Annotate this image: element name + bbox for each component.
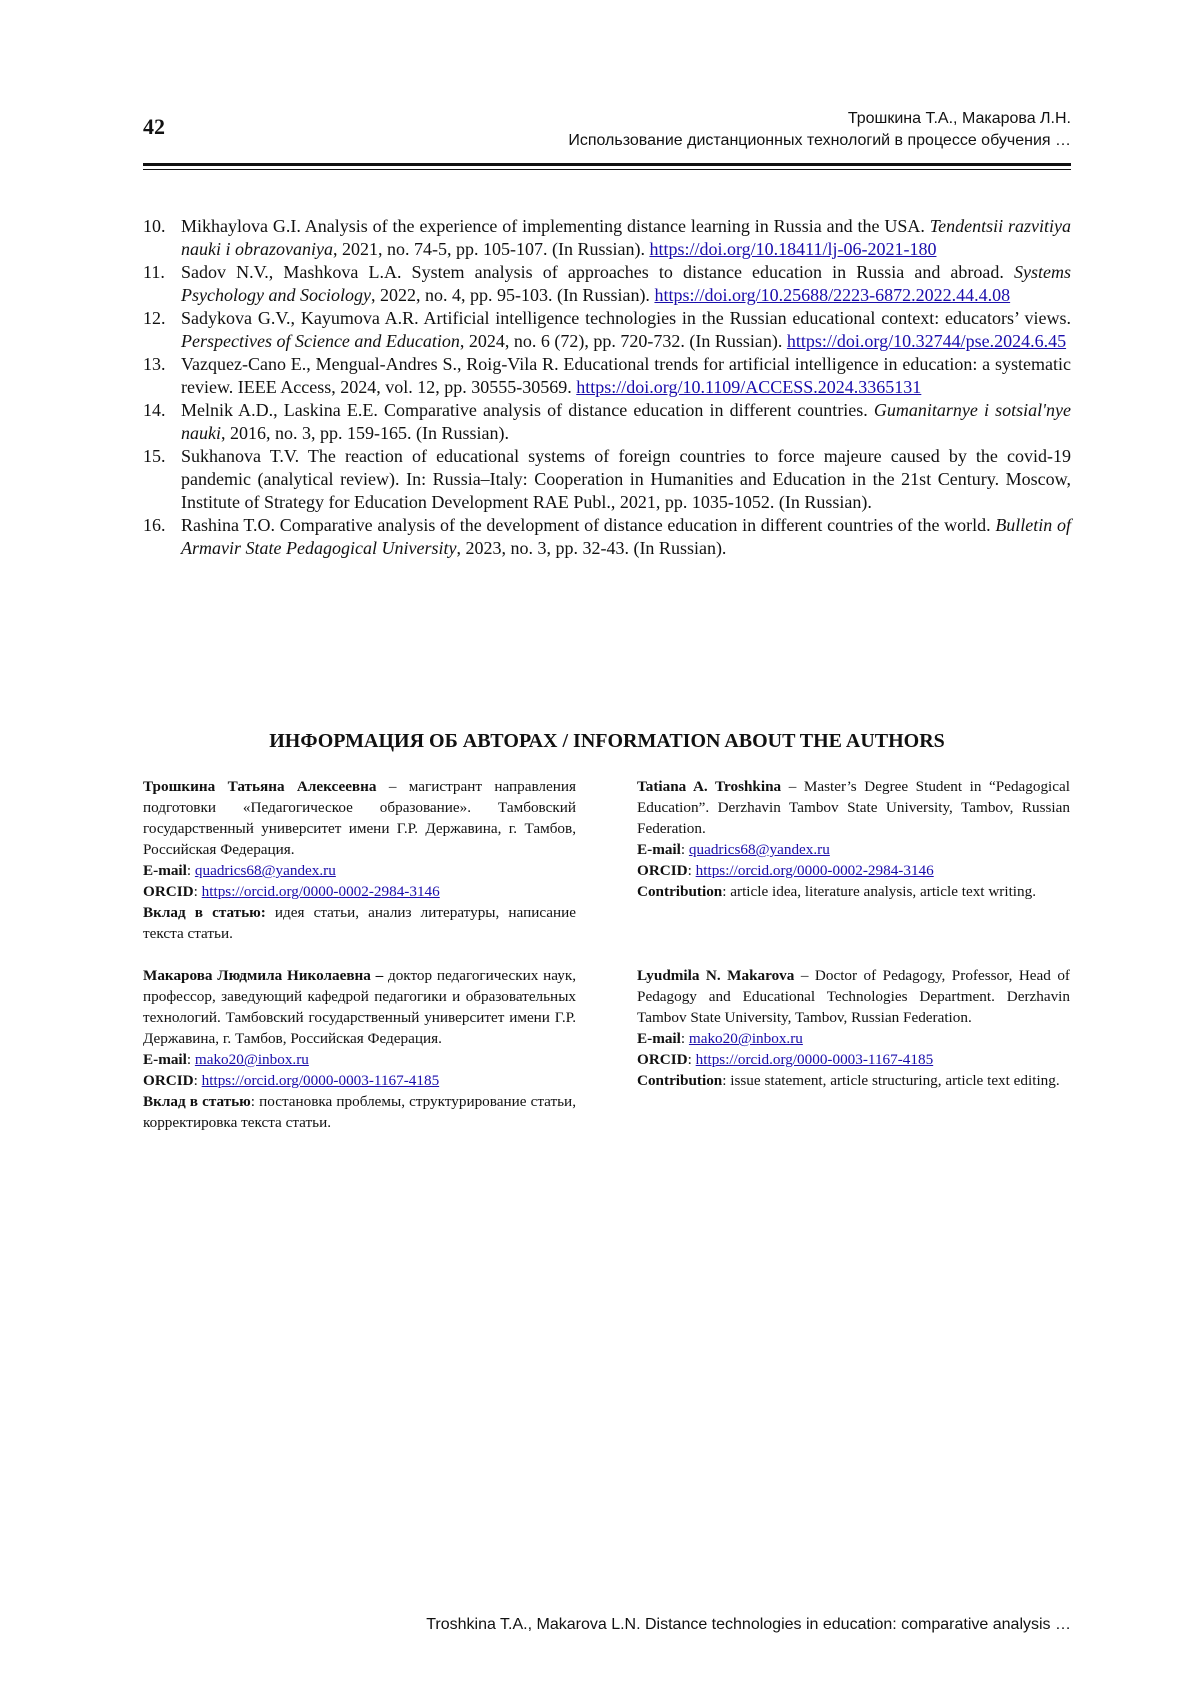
reference-journal: Gumanitarnye i sotsial'nye nauki xyxy=(181,400,1071,443)
author-name: Трошкина Татьяна Алексеевна xyxy=(143,778,377,795)
author-info-en-2: Lyudmila N. Makarova – Doctor of Pedagogy, Professor, Head of Pedagogy and Educational Technologies Department. Derzhavin Tambov State University, Tambov, Russian Federation. E-mail: mako20@inbox.ru ORCID: https://orcid.org/0000-0003-1167-4185 Contribution: issue statement, article structuring, article text editing. xyxy=(637,967,1070,1089)
orcid-link[interactable]: https://orcid.org/0000-0003-1167-4185 xyxy=(201,1072,440,1089)
author-description: – Doctor of Pedagogy, Professor, Head of Pedagogy and Educational Technologies Department. Derzhavin Tambov State University, Tambov, Russian Federation. xyxy=(637,967,1070,1026)
orcid-link[interactable]: https://orcid.org/0000-0002-2984-3146 xyxy=(695,862,934,879)
header-rule-thick xyxy=(143,163,1071,166)
reference-details: , 2021, no. 74-5, pp. 105-107. (In Russian). xyxy=(332,239,650,259)
email-label: E-mail xyxy=(637,841,681,858)
reference-item xyxy=(143,514,1071,560)
header-authors: Трошкина Т.А., Макарова Л.Н. xyxy=(847,110,1071,127)
orcid-label: ORCID xyxy=(143,883,194,900)
author-info-ru-1: Трошкина Татьяна Алексеевна – магистрант направления подготовки «Педагогическое образование». Тамбовский государственный университет имени Г.Р. Державина, г. Тамбов, Российская Федерация. E-mail: quadrics68@yandex.ru ORCID: https://orcid.org/0000-0002-2984-3146 Вклад в статью: идея статьи, анализ литературы, написание текста статьи. xyxy=(143,778,576,942)
reference-doi-link[interactable]: https://doi.org/10.18411/lj-06-2021-180 xyxy=(649,239,937,259)
reference-item xyxy=(143,445,1071,514)
reference-item xyxy=(143,307,1071,353)
reference-item xyxy=(143,215,1071,261)
author-info-ru-2: Макарова Людмила Николаевна – доктор педагогических наук, профессор, заведующий кафедрой педагогики и образовательных технологий. Тамбовский государственный университет имени Г.Р. Державина, г. Тамбов, Российская Федерация. E-mail: mako20@inbox.ru ORCID: https://orcid.org/0000-0003-1167-4185 Вклад в статью: постановка проблемы, структурирование статьи, корректировка текста статьи. xyxy=(143,967,577,1131)
reference-number: 11. xyxy=(143,262,165,282)
author-info-en-1: Tatiana A. Troshkina – Master’s Degree Student in “Pedagogical Education”. Derzhavin Tambov State University, Tambov, Russian Federation. E-mail: quadrics68@yandex.ru ORCID: https://orcid.org/0000-0002-2984-3146 Contribution: article idea, literature analysis, article text writing. xyxy=(637,778,1070,900)
contribution-label: Вклад в статью xyxy=(143,1093,251,1110)
reference-text: Sadov N.V., Mashkova L.A. System analysis of approaches to distance education in Russia and abroad. xyxy=(181,262,1014,282)
reference-number: 15. xyxy=(143,446,166,466)
reference-text: Melnik A.D., Laskina E.E. Comparative analysis of distance education in different countries. xyxy=(181,400,874,420)
reference-number: 12. xyxy=(143,308,166,328)
reference-text: Sukhanova T.V. The reaction of educational systems of foreign countries to force majeure caused by the covid-19 pandemic (analytical review). In: Russia–Italy: Cooperation in Humanities and Education in the 21st Century. Moscow, Institute of Strategy for Education Development RAE Publ., 2021, pp. 1035-1052. (In Russian). xyxy=(181,446,1071,512)
contribution-text: : article idea, literature analysis, article text writing. xyxy=(722,883,1036,900)
reference-text: Vazquez-Cano E., Mengual-Andres S., Roig-Vila R. Educational trends for artificial intelligence in education: a systematic review. IEEE Access, 2024, vol. 12, pp. 30555-30569. xyxy=(181,354,1071,397)
contribution-text: : постановка проблемы, структурирование статьи, корректировка текста статьи. xyxy=(143,1093,576,1131)
reference-item xyxy=(143,353,1071,399)
reference-item xyxy=(143,399,1071,445)
email-label: E-mail xyxy=(143,1051,187,1068)
reference-doi-link[interactable]: https://doi.org/10.25688/2223-6872.2022.44.4.08 xyxy=(654,285,1011,305)
reference-text: Mikhaylova G.I. Analysis of the experience of implementing distance learning in Russia and the USA. xyxy=(181,216,930,236)
reference-item xyxy=(143,261,1071,307)
author-name: Lyudmila N. Makarova xyxy=(637,967,795,984)
reference-details: , 2023, no. 3, pp. 32-43. (In Russian). xyxy=(456,538,727,558)
running-footer: Troshkina T.A., Makarova L.N. Distance technologies in education: comparative analysis … xyxy=(426,1616,1071,1633)
reference-number: 10. xyxy=(143,216,166,236)
email-label: E-mail xyxy=(637,1030,681,1047)
contribution-label: Contribution xyxy=(637,1072,723,1089)
reference-journal: Bulletin of Armavir State Pedagogical University xyxy=(181,515,1071,558)
contribution-text: идея статьи, анализ литературы, написание текста статьи. xyxy=(143,904,576,942)
reference-text: Sadykova G.V., Kayumova A.R. Artificial intelligence technologies in the Russian educational context: educators’ views. xyxy=(181,308,1071,328)
reference-number: 13. xyxy=(143,354,166,374)
orcid-label: ORCID xyxy=(637,1051,688,1068)
orcid-label: ORCID xyxy=(143,1072,194,1089)
header-title: Использование дистанционных технологий в процессе обучения … xyxy=(568,132,1071,149)
contribution-label: Contribution xyxy=(637,883,723,900)
email-link[interactable]: quadrics68@yandex.ru xyxy=(194,862,336,879)
reference-journal: Tendentsii razvitiya nauki i obrazovaniya xyxy=(181,216,1071,259)
authors-section-title: ИНФОРМАЦИЯ ОБ АВТОРАХ / INFORMATION ABOUT THE AUTHORS xyxy=(269,730,945,752)
orcid-link[interactable]: https://orcid.org/0000-0002-2984-3146 xyxy=(201,883,440,900)
email-label: E-mail xyxy=(143,862,187,879)
reference-text: Rashina T.O. Comparative analysis of the development of distance education in different countries of the world. xyxy=(181,515,996,535)
author-description: – Master’s Degree Student in “Pedagogical Education”. Derzhavin Tambov State University, Tambov, Russian Federation. xyxy=(637,778,1070,837)
reference-details: , 2022, no. 4, pp. 95-103. (In Russian). xyxy=(370,285,655,305)
reference-list xyxy=(143,215,1071,560)
reference-doi-link[interactable]: https://doi.org/10.32744/pse.2024.6.45 xyxy=(786,331,1067,351)
author-name: Tatiana A. Troshkina xyxy=(637,778,782,795)
email-link[interactable]: mako20@inbox.ru xyxy=(688,1030,803,1047)
header-rule-thin xyxy=(143,169,1071,170)
author-description: доктор педагогических наук, профессор, заведующий кафедрой педагогики и образовательных технологий. Тамбовский государственный университет имени Г.Р. Державина, г. Тамбов, Российская Федерация. xyxy=(143,967,577,1047)
reference-details: , 2024, no. 6 (72), pp. 720-732. (In Russian). xyxy=(459,331,787,351)
author-name: Макарова Людмила Николаевна – xyxy=(143,967,384,984)
running-header xyxy=(143,108,1071,152)
email-link[interactable]: mako20@inbox.ru xyxy=(194,1051,309,1068)
email-link[interactable]: quadrics68@yandex.ru xyxy=(688,841,830,858)
reference-number: 14. xyxy=(143,400,166,420)
reference-details: , 2016, no. 3, pp. 159-165. (In Russian). xyxy=(221,423,509,443)
orcid-link[interactable]: https://orcid.org/0000-0003-1167-4185 xyxy=(695,1051,934,1068)
reference-doi-link[interactable]: https://doi.org/10.1109/ACCESS.2024.3365131 xyxy=(576,377,922,397)
author-description: – магистрант направления подготовки «Педагогическое образование». Тамбовский государственный университет имени Г.Р. Державина, г. Тамбов, Российская Федерация. xyxy=(143,778,576,858)
orcid-label: ORCID xyxy=(637,862,688,879)
contribution-label: Вклад в статью: xyxy=(143,904,266,921)
page-number: 42 xyxy=(143,114,165,139)
reference-number: 16. xyxy=(143,515,166,535)
reference-journal: Systems Psychology and Sociology xyxy=(181,262,1071,305)
reference-journal: Perspectives of Science and Education xyxy=(181,331,460,351)
contribution-text: : issue statement, article structuring, article text editing. xyxy=(722,1072,1060,1089)
